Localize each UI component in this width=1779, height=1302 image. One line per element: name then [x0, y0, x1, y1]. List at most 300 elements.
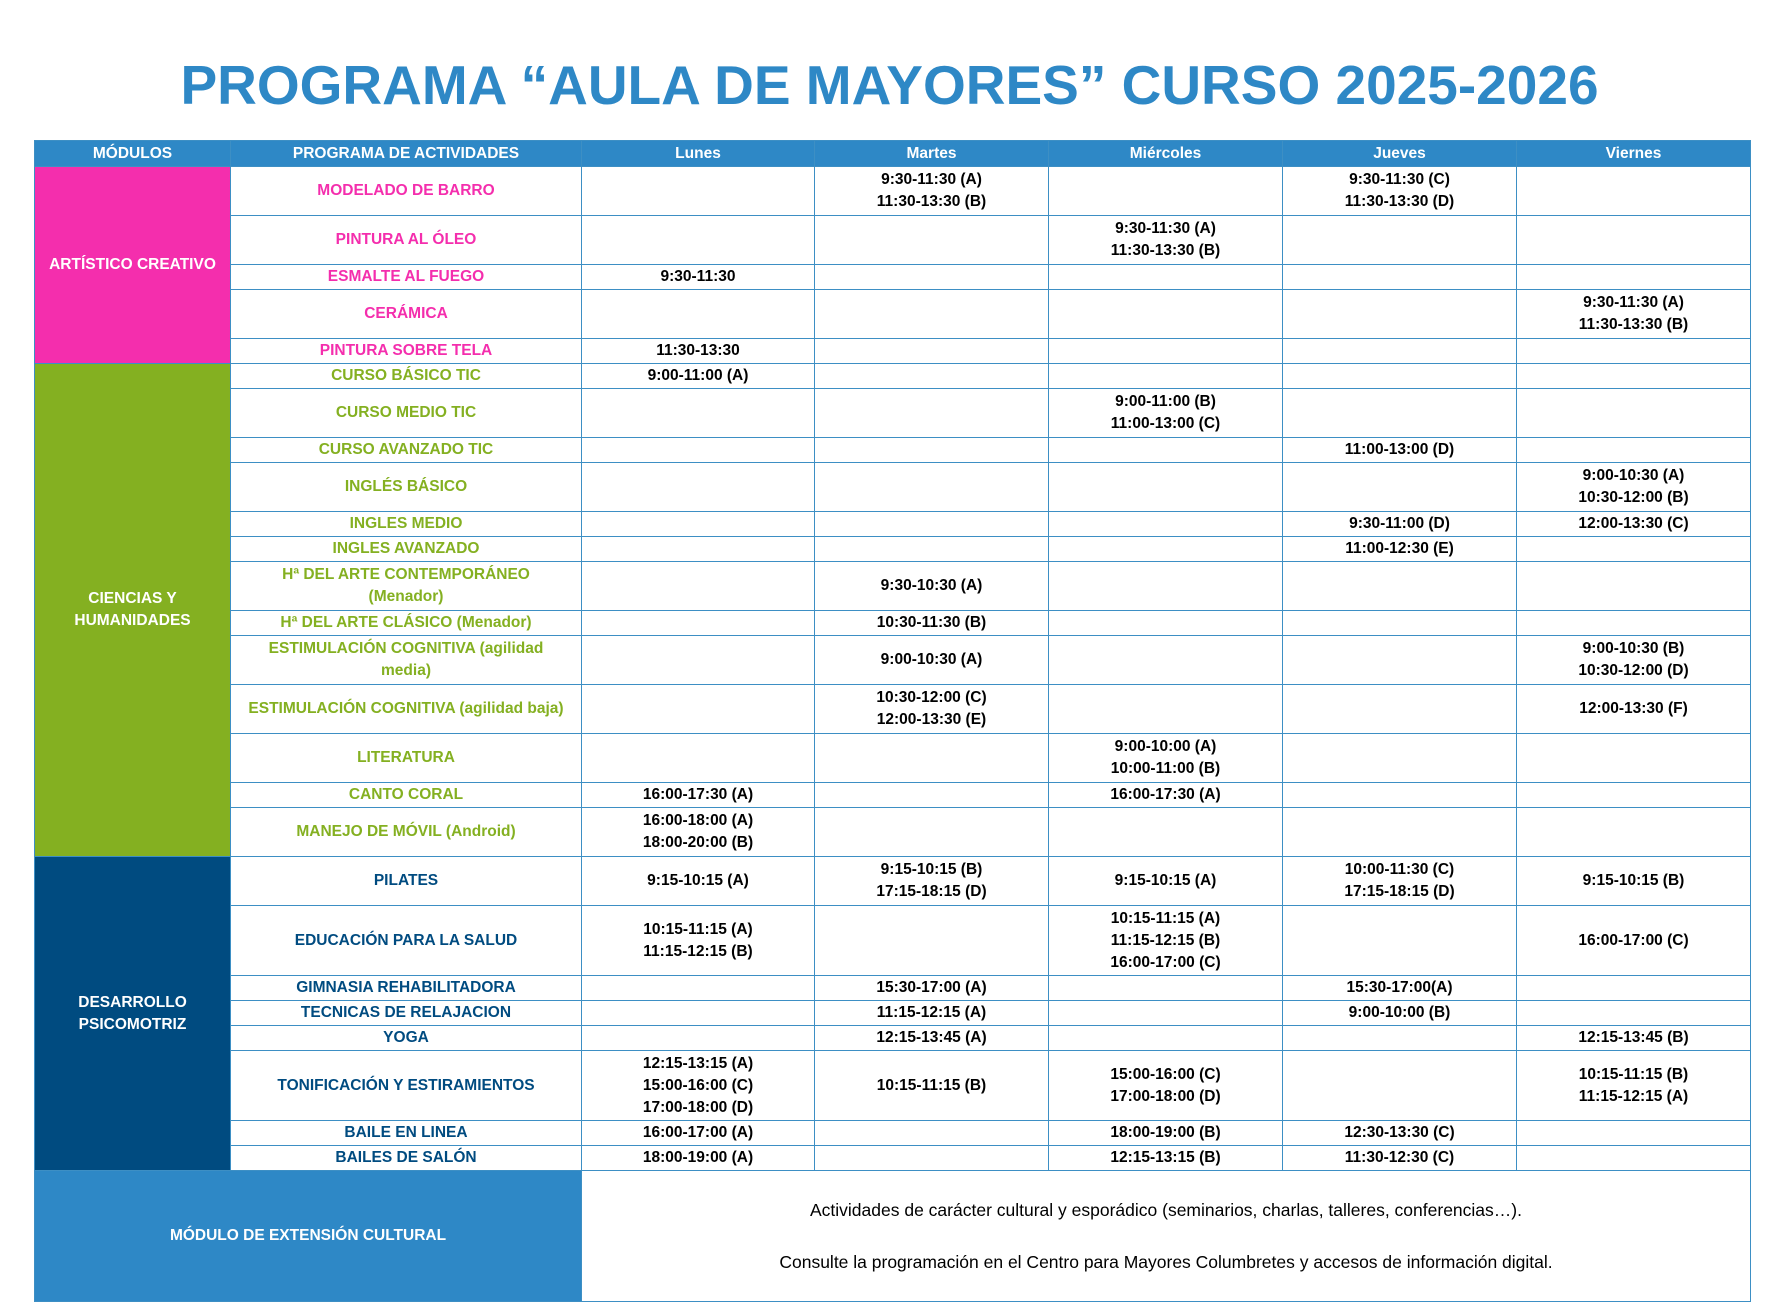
activity-name-line: CURSO MEDIO TIC	[335, 404, 477, 421]
time-slot-viernes	[1517, 906, 1751, 976]
time-slot-text: 9:30-11:30 (A)	[1115, 220, 1216, 237]
activity-row	[35, 611, 1751, 636]
time-slot-martes	[815, 167, 1049, 216]
time-slot-lunes	[582, 1051, 815, 1121]
time-slot-martes	[815, 512, 1049, 537]
time-slot-text: 16:00-17:30 (A)	[642, 786, 754, 803]
time-slot-text: 16:00-18:00 (A)	[642, 812, 754, 829]
time-slot-text: 9:30-10:30 (A)	[880, 577, 983, 594]
module-cell	[35, 857, 231, 1171]
time-slot-viernes	[1517, 685, 1751, 734]
time-slot-lunes	[582, 290, 815, 339]
time-slot-jueves	[1283, 537, 1517, 562]
activity-name-line: PINTURA SOBRE TELA	[319, 342, 493, 359]
activity-name	[231, 339, 582, 364]
time-slot-viernes	[1517, 463, 1751, 512]
time-slot-viernes	[1517, 1026, 1751, 1051]
activity-name-line: TECNICAS DE RELAJACION	[300, 1004, 512, 1021]
time-slot-miercoles	[1049, 537, 1283, 562]
time-slot-text: 11:30-13:30	[656, 342, 740, 359]
time-slot-miercoles	[1049, 364, 1283, 389]
time-slot-martes	[815, 463, 1049, 512]
schedule-body	[35, 167, 1751, 1171]
header-programa: PROGRAMA DE ACTIVIDADES	[231, 141, 582, 167]
time-slot-text: 9:00-10:00 (A)	[1114, 738, 1217, 755]
time-slot-viernes	[1517, 265, 1751, 290]
time-slot-text: 12:00-13:30 (C)	[1578, 515, 1689, 532]
extension-row	[35, 1171, 1751, 1302]
activity-name-line: INGLES AVANZADO	[332, 540, 480, 557]
time-slot-martes	[815, 265, 1049, 290]
header-miercoles: Miércoles	[1049, 141, 1283, 167]
time-slot-viernes	[1517, 339, 1751, 364]
activity-row	[35, 364, 1751, 389]
time-slot-martes	[815, 976, 1049, 1001]
time-slot-text: 10:30-11:30 (B)	[876, 614, 987, 631]
time-slot-miercoles	[1049, 290, 1283, 339]
time-slot-lunes	[582, 734, 815, 783]
time-slot-text: 10:00-11:30 (C)	[1344, 861, 1455, 878]
time-slot-text: 12:15-13:15 (B)	[1110, 1149, 1221, 1166]
module-name: HUMANIDADES	[74, 612, 191, 629]
time-slot-text: 12:15-13:15 (A)	[642, 1054, 754, 1072]
activity-row	[35, 562, 1751, 611]
time-slot-martes	[815, 783, 1049, 808]
time-slot-text: 9:30-11:30	[660, 268, 736, 285]
time-slot-jueves	[1283, 389, 1517, 438]
time-slot-lunes	[582, 808, 815, 857]
time-slot-viernes	[1517, 216, 1751, 265]
time-slot-text: 11:15-12:15 (A)	[876, 1004, 987, 1021]
time-slot-text: 15:30-17:00 (A)	[876, 979, 987, 996]
activity-row	[35, 216, 1751, 265]
time-slot-miercoles	[1049, 734, 1283, 783]
time-slot-miercoles	[1049, 167, 1283, 216]
module-cell	[35, 167, 231, 364]
time-slot-jueves	[1283, 512, 1517, 537]
time-slot-viernes	[1517, 537, 1751, 562]
extension-line: Consulte la programación en el Centro para Mayores Columbretes y accesos de información digital.	[779, 1252, 1553, 1272]
time-slot-lunes	[582, 389, 815, 438]
time-slot-jueves	[1283, 1121, 1517, 1146]
activity-name	[231, 1051, 582, 1121]
header-jueves: Jueves	[1283, 141, 1517, 167]
time-slot-text: 16:00-17:30 (A)	[1110, 786, 1221, 803]
time-slot-miercoles	[1049, 685, 1283, 734]
time-slot-viernes	[1517, 512, 1751, 537]
activity-name	[231, 611, 582, 636]
time-slot-viernes	[1517, 636, 1751, 685]
time-slot-lunes	[582, 1026, 815, 1051]
time-slot-jueves	[1283, 339, 1517, 364]
time-slot-text: 9:00-10:00 (B)	[1348, 1004, 1451, 1021]
time-slot-lunes	[582, 857, 815, 906]
time-slot-lunes	[582, 364, 815, 389]
module-name: DESARROLLO	[78, 993, 187, 1011]
time-slot-viernes	[1517, 734, 1751, 783]
activity-name	[231, 808, 582, 857]
time-slot-martes	[815, 562, 1049, 611]
time-slot-lunes	[582, 438, 815, 463]
time-slot-text: 11:15-12:15 (A)	[1578, 1087, 1689, 1105]
time-slot-lunes	[582, 463, 815, 512]
time-slot-text: 10:15-11:15 (B)	[876, 1076, 987, 1094]
time-slot-text: 17:00-18:00 (D)	[1110, 1087, 1221, 1105]
activity-name-line: INGLES MEDIO	[349, 515, 463, 532]
time-slot-text: 16:00-17:00 (A)	[642, 1124, 754, 1141]
activity-row	[35, 976, 1751, 1001]
time-slot-viernes	[1517, 611, 1751, 636]
time-slot-text: 17:15-18:15 (D)	[876, 883, 987, 900]
time-slot-text: 18:00-19:00 (A)	[642, 1149, 754, 1166]
time-slot-lunes	[582, 976, 815, 1001]
extension-module-label: MÓDULO DE EXTENSIÓN CULTURAL	[35, 1171, 582, 1302]
time-slot-viernes	[1517, 1121, 1751, 1146]
activity-row	[35, 906, 1751, 976]
time-slot-martes	[815, 1001, 1049, 1026]
activity-name	[231, 857, 582, 906]
time-slot-jueves	[1283, 364, 1517, 389]
time-slot-text: 10:30-12:00 (D)	[1578, 662, 1689, 679]
time-slot-jueves	[1283, 685, 1517, 734]
time-slot-viernes	[1517, 857, 1751, 906]
time-slot-text: 11:00-13:00 (D)	[1344, 441, 1455, 458]
time-slot-miercoles	[1049, 1121, 1283, 1146]
time-slot-text: 18:00-19:00 (B)	[1110, 1124, 1221, 1141]
activity-name-line: BAILE EN LINEA	[344, 1124, 468, 1141]
header-martes: Martes	[815, 141, 1049, 167]
activity-name	[231, 438, 582, 463]
time-slot-jueves	[1283, 562, 1517, 611]
activity-name-line: ESTIMULACIÓN COGNITIVA (agilidad baja)	[248, 700, 564, 717]
activity-name	[231, 636, 582, 685]
activity-name-line: media)	[381, 662, 431, 679]
time-slot-jueves	[1283, 976, 1517, 1001]
time-slot-jueves	[1283, 290, 1517, 339]
time-slot-viernes	[1517, 290, 1751, 339]
activity-name	[231, 167, 582, 216]
activity-name-line: ESMALTE AL FUEGO	[327, 268, 485, 285]
time-slot-miercoles	[1049, 976, 1283, 1001]
activity-row	[35, 290, 1751, 339]
time-slot-jueves	[1283, 1051, 1517, 1121]
time-slot-text: 12:00-13:30 (F)	[1579, 700, 1688, 717]
time-slot-martes	[815, 389, 1049, 438]
time-slot-viernes	[1517, 1051, 1751, 1121]
activity-name-line: LITERATURA	[357, 749, 455, 766]
time-slot-text: 17:00-18:00 (D)	[642, 1098, 754, 1116]
time-slot-miercoles	[1049, 857, 1283, 906]
time-slot-martes	[815, 685, 1049, 734]
activity-row	[35, 857, 1751, 906]
header-lunes: Lunes	[582, 141, 815, 167]
time-slot-lunes	[582, 562, 815, 611]
activity-name	[231, 685, 582, 734]
time-slot-jueves	[1283, 1026, 1517, 1051]
time-slot-text: 11:30-13:30 (B)	[876, 193, 987, 210]
activity-name-line: PINTURA AL ÓLEO	[335, 231, 477, 248]
time-slot-jueves	[1283, 1001, 1517, 1026]
time-slot-viernes	[1517, 1001, 1751, 1026]
time-slot-lunes	[582, 1146, 815, 1171]
time-slot-text: 12:30-13:30 (C)	[1344, 1124, 1455, 1141]
time-slot-miercoles	[1049, 438, 1283, 463]
time-slot-lunes	[582, 265, 815, 290]
time-slot-miercoles	[1049, 216, 1283, 265]
time-slot-jueves	[1283, 783, 1517, 808]
time-slot-martes	[815, 438, 1049, 463]
activity-row	[35, 1051, 1751, 1121]
time-slot-miercoles	[1049, 1026, 1283, 1051]
time-slot-lunes	[582, 537, 815, 562]
time-slot-miercoles	[1049, 1051, 1283, 1121]
time-slot-text: 15:00-16:00 (C)	[1110, 1065, 1221, 1083]
time-slot-miercoles	[1049, 1001, 1283, 1026]
time-slot-jueves	[1283, 636, 1517, 685]
time-slot-viernes	[1517, 389, 1751, 438]
time-slot-lunes	[582, 1001, 815, 1026]
activity-row	[35, 1146, 1751, 1171]
activity-name	[231, 364, 582, 389]
activity-name	[231, 976, 582, 1001]
time-slot-text: 11:15-12:15 (B)	[643, 942, 753, 960]
time-slot-miercoles	[1049, 339, 1283, 364]
time-slot-jueves	[1283, 611, 1517, 636]
time-slot-lunes	[582, 216, 815, 265]
time-slot-viernes	[1517, 808, 1751, 857]
time-slot-text: 12:15-13:45 (B)	[1578, 1029, 1689, 1046]
activity-name	[231, 734, 582, 783]
activity-row	[35, 438, 1751, 463]
time-slot-martes	[815, 734, 1049, 783]
time-slot-miercoles	[1049, 512, 1283, 537]
activity-row	[35, 265, 1751, 290]
time-slot-viernes	[1517, 976, 1751, 1001]
time-slot-text: 9:00-10:30 (A)	[880, 651, 983, 668]
time-slot-martes	[815, 290, 1049, 339]
activity-name	[231, 290, 582, 339]
activity-name	[231, 216, 582, 265]
time-slot-jueves	[1283, 906, 1517, 976]
activity-row	[35, 389, 1751, 438]
time-slot-text: 9:15-10:15 (A)	[1114, 872, 1217, 889]
time-slot-miercoles	[1049, 783, 1283, 808]
schedule-table	[34, 140, 1751, 1302]
activity-name	[231, 562, 582, 611]
time-slot-miercoles	[1049, 808, 1283, 857]
time-slot-lunes	[582, 512, 815, 537]
time-slot-lunes	[582, 636, 815, 685]
activity-name-line: CANTO CORAL	[348, 786, 464, 803]
time-slot-miercoles	[1049, 636, 1283, 685]
activity-name-line: Hª DEL ARTE CLÁSICO (Menador)	[280, 614, 532, 631]
time-slot-viernes	[1517, 364, 1751, 389]
activity-name-line: MANEJO DE MÓVIL (Android)	[296, 823, 516, 840]
time-slot-text: 11:30-12:30 (C)	[1344, 1149, 1455, 1166]
time-slot-lunes	[582, 1121, 815, 1146]
activity-row	[35, 167, 1751, 216]
activity-name	[231, 463, 582, 512]
activity-name-line: EDUCACIÓN PARA LA SALUD	[294, 931, 518, 949]
activity-name-line: CURSO BÁSICO TIC	[331, 367, 481, 384]
module-cell	[35, 364, 231, 857]
time-slot-text: 11:30-13:30 (B)	[1110, 242, 1221, 259]
activity-name	[231, 512, 582, 537]
module-name: ARTÍSTICO CREATIVO	[49, 256, 216, 273]
time-slot-viernes	[1517, 438, 1751, 463]
activity-name	[231, 1026, 582, 1051]
time-slot-martes	[815, 857, 1049, 906]
time-slot-miercoles	[1049, 562, 1283, 611]
time-slot-jueves	[1283, 734, 1517, 783]
extension-description	[582, 1171, 1751, 1302]
time-slot-text: 11:00-12:30 (E)	[1345, 540, 1454, 557]
time-slot-lunes	[582, 167, 815, 216]
time-slot-martes	[815, 1051, 1049, 1121]
time-slot-jueves	[1283, 438, 1517, 463]
time-slot-martes	[815, 808, 1049, 857]
activity-row	[35, 734, 1751, 783]
time-slot-text: 10:15-11:15 (A)	[643, 920, 753, 938]
activity-row	[35, 463, 1751, 512]
activity-name-line: CERÁMICA	[364, 305, 448, 322]
time-slot-text: 18:00-20:00 (B)	[642, 834, 754, 851]
time-slot-martes	[815, 339, 1049, 364]
time-slot-miercoles	[1049, 611, 1283, 636]
header-modulos: MÓDULOS	[35, 141, 231, 167]
time-slot-martes	[815, 537, 1049, 562]
time-slot-text: 10:30-12:00 (B)	[1578, 489, 1689, 506]
time-slot-viernes	[1517, 783, 1751, 808]
time-slot-text: 10:15-11:15 (B)	[1578, 1065, 1689, 1083]
time-slot-martes	[815, 611, 1049, 636]
time-slot-jueves	[1283, 857, 1517, 906]
time-slot-lunes	[582, 611, 815, 636]
time-slot-text: 9:00-10:30 (A)	[1582, 467, 1685, 484]
activity-name-line: Hª DEL ARTE CONTEMPORÁNEO	[282, 566, 530, 583]
time-slot-text: 9:15-10:15 (A)	[647, 872, 749, 889]
activity-name-line: ESTIMULACIÓN COGNITIVA (agilidad	[268, 640, 544, 657]
time-slot-lunes	[582, 685, 815, 734]
activity-row	[35, 685, 1751, 734]
time-slot-lunes	[582, 906, 815, 976]
activity-name	[231, 265, 582, 290]
time-slot-text: 9:30-11:30 (C)	[1349, 171, 1450, 188]
time-slot-viernes	[1517, 1146, 1751, 1171]
module-name: CIENCIAS Y	[88, 590, 177, 607]
time-slot-miercoles	[1049, 389, 1283, 438]
time-slot-text: 11:15-12:15 (B)	[1110, 931, 1221, 949]
activity-name	[231, 389, 582, 438]
time-slot-text: 9:30-11:30 (A)	[881, 171, 982, 188]
time-slot-text: 9:00-11:00 (A)	[647, 367, 749, 384]
activity-name	[231, 1001, 582, 1026]
time-slot-jueves	[1283, 265, 1517, 290]
time-slot-jueves	[1283, 1146, 1517, 1171]
activity-row	[35, 1121, 1751, 1146]
time-slot-miercoles	[1049, 1146, 1283, 1171]
time-slot-miercoles	[1049, 463, 1283, 512]
time-slot-text: 11:30-13:30 (B)	[1578, 316, 1689, 333]
activity-name-line: PILATES	[373, 872, 439, 889]
activity-name-line: (Menador)	[368, 588, 444, 605]
activity-name-line: MODELADO DE BARRO	[317, 182, 495, 199]
time-slot-text: 9:30-11:00 (D)	[1349, 515, 1450, 532]
activity-name-line: CURSO AVANZADO TIC	[318, 441, 494, 458]
time-slot-viernes	[1517, 562, 1751, 611]
activity-row	[35, 537, 1751, 562]
time-slot-jueves	[1283, 167, 1517, 216]
time-slot-text: 9:15-10:15 (B)	[880, 861, 983, 878]
header-viernes: Viernes	[1517, 141, 1751, 167]
time-slot-jueves	[1283, 808, 1517, 857]
activity-row	[35, 1001, 1751, 1026]
time-slot-martes	[815, 1146, 1049, 1171]
activity-row	[35, 636, 1751, 685]
activity-row	[35, 783, 1751, 808]
time-slot-text: 10:30-12:00 (C)	[876, 689, 987, 706]
time-slot-martes	[815, 1026, 1049, 1051]
time-slot-miercoles	[1049, 265, 1283, 290]
activity-name-line: INGLÉS BÁSICO	[344, 478, 468, 495]
time-slot-text: 9:00-10:30 (B)	[1582, 640, 1685, 657]
activity-row	[35, 1026, 1751, 1051]
time-slot-miercoles	[1049, 906, 1283, 976]
activity-name	[231, 906, 582, 976]
activity-name	[231, 537, 582, 562]
time-slot-martes	[815, 906, 1049, 976]
time-slot-martes	[815, 216, 1049, 265]
time-slot-martes	[815, 364, 1049, 389]
module-name: PSICOMOTRIZ	[78, 1015, 187, 1033]
header-row	[35, 141, 1751, 167]
time-slot-text: 10:00-11:00 (B)	[1110, 760, 1221, 777]
activity-name	[231, 783, 582, 808]
time-slot-text: 15:00-16:00 (C)	[642, 1076, 754, 1094]
activity-name-line: YOGA	[383, 1029, 429, 1046]
time-slot-text: 12:15-13:45 (A)	[876, 1029, 987, 1046]
activity-name-line: BAILES DE SALÓN	[335, 1149, 477, 1166]
extension-line: Actividades de carácter cultural y esporádico (seminarios, charlas, talleres, conferencias…).	[810, 1200, 1522, 1220]
activity-name	[231, 1121, 582, 1146]
time-slot-lunes	[582, 339, 815, 364]
activity-row	[35, 512, 1751, 537]
activity-name-line: GIMNASIA REHABILITADORA	[296, 979, 516, 996]
time-slot-text: 12:00-13:30 (E)	[876, 711, 987, 728]
time-slot-text: 11:30-13:30 (D)	[1344, 193, 1455, 210]
page-title: PROGRAMA “AULA DE MAYORES” CURSO 2025-2026	[180, 54, 1599, 116]
time-slot-text: 11:00-13:00 (C)	[1110, 415, 1221, 432]
time-slot-text: 9:00-11:00 (B)	[1115, 393, 1216, 410]
time-slot-jueves	[1283, 463, 1517, 512]
activity-name	[231, 1146, 582, 1171]
time-slot-text: 17:15-18:15 (D)	[1344, 883, 1455, 900]
time-slot-text: 9:30-11:30 (A)	[1583, 294, 1684, 311]
time-slot-text: 10:15-11:15 (A)	[1110, 909, 1221, 927]
time-slot-martes	[815, 636, 1049, 685]
activity-name-line: TONIFICACIÓN Y ESTIRAMIENTOS	[277, 1076, 535, 1094]
time-slot-viernes	[1517, 167, 1751, 216]
activity-row	[35, 808, 1751, 857]
time-slot-lunes	[582, 783, 815, 808]
time-slot-text: 16:00-17:00 (C)	[1578, 931, 1689, 949]
time-slot-jueves	[1283, 216, 1517, 265]
time-slot-martes	[815, 1121, 1049, 1146]
activity-row	[35, 339, 1751, 364]
time-slot-text: 16:00-17:00 (C)	[1110, 953, 1221, 971]
time-slot-text: 15:30-17:00(A)	[1346, 979, 1453, 996]
time-slot-text: 9:15-10:15 (B)	[1582, 872, 1685, 889]
